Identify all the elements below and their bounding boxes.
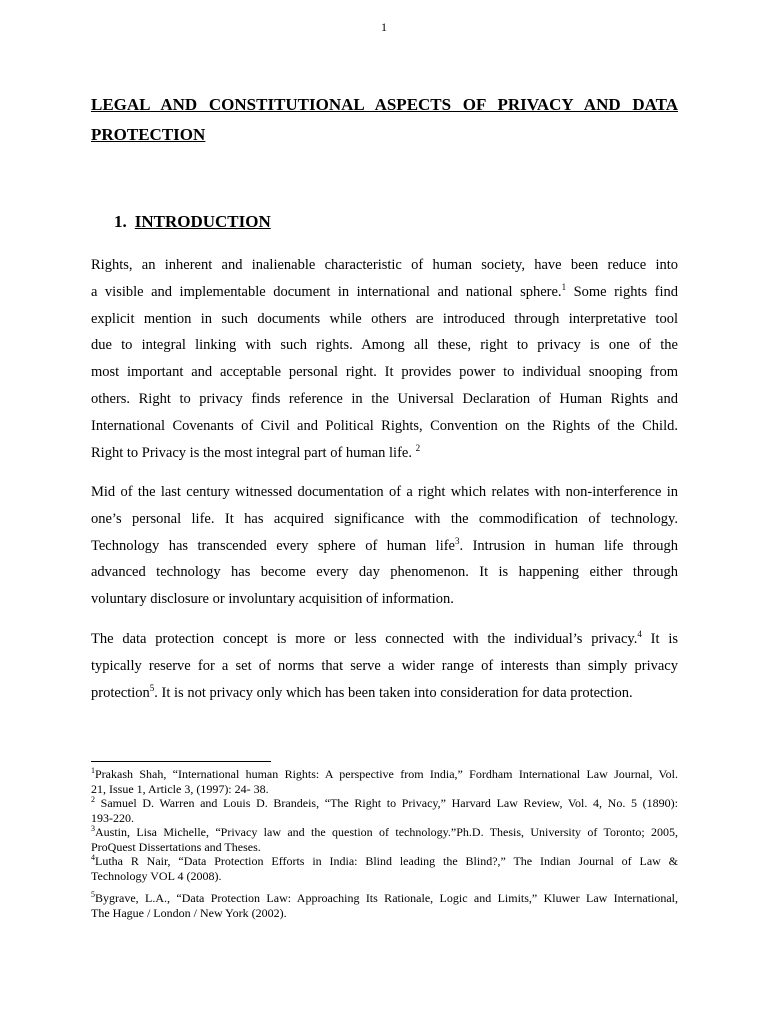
line-text-after-ref: . It is not privacy only which has been taken into consideration for data protection.: [154, 684, 633, 701]
paragraph-line: [91, 653, 678, 680]
footnote-ref[interactable]: 3: [455, 535, 460, 546]
line-text: The data protection concept is more or less connected with the individual’s privacy.: [91, 631, 638, 647]
line-text: Rights, an inherent and inalienable characteristic of human society, have been reduce into: [91, 257, 678, 273]
line-text: most important and acceptable personal right. It provides power to individual snooping from: [91, 364, 678, 381]
paragraph-line: [91, 506, 678, 533]
footnote-text: Prakash Shah, “International human Rights: A perspective from India,” Fordham International Law Journal, Vol.: [95, 767, 678, 781]
line-text: one’s personal life. It has acquired significance with the commodification of technology.: [91, 510, 678, 527]
footnote-mark: 4: [91, 853, 95, 862]
line-text-after-ref: . Intrusion in human life through: [459, 537, 678, 554]
line-text-after-ref: It is: [641, 631, 678, 647]
paragraph-line: [91, 626, 678, 653]
line-text: International Covenants of Civil and Political Rights, Convention on the Rights of the Child.: [91, 417, 678, 434]
line-text: a visible and implementable document in international and national sphere.: [91, 283, 562, 300]
paragraph-line: [91, 332, 678, 359]
line-text: Right to Privacy is the most integral part of human life.: [91, 444, 416, 461]
section-heading: [114, 210, 271, 234]
footnote-line: [91, 840, 678, 855]
paragraph-line: [91, 586, 678, 613]
document-title: [91, 90, 678, 150]
paragraph-1: [91, 252, 678, 466]
footnote-text: Lutha R Nair, “Data Protection Efforts in India: Blind leading the Blind?,” The Indian Journal of Law &: [95, 854, 678, 868]
footnote-text: 21, Issue 1, Article 3, (1997): 24- 38.: [91, 781, 269, 796]
line-text-after-ref: Some rights find: [566, 283, 678, 300]
footnote-mark: 3: [91, 824, 95, 833]
footnote-5: [91, 891, 678, 920]
line-text: advanced technology has become every day phenomenon. It is happening either through: [91, 564, 678, 581]
footnote-text: ProQuest Dissertations and Theses.: [91, 839, 261, 854]
footnote-3: [91, 825, 678, 854]
paragraph-line: [91, 559, 678, 586]
footnote-1: [91, 767, 678, 796]
footnotes: [91, 767, 678, 920]
section-number: 1.: [114, 212, 127, 231]
footnote-ref[interactable]: 4: [637, 629, 642, 640]
paragraph-line: [91, 533, 678, 560]
footnote-text: Bygrave, L.A., “Data Protection Law: Approaching Its Rationale, Logic and Limits,” Kluwer Law International,: [95, 891, 678, 905]
paragraph-2: [91, 479, 678, 613]
line-text: Technology has transcended every sphere of human life: [91, 537, 455, 554]
document-title-line-2-text: PROTECTION: [91, 125, 206, 144]
footnote-line: [91, 891, 678, 906]
footnote-ref[interactable]: 1: [561, 281, 567, 292]
footnote-mark: 1: [91, 766, 95, 775]
line-text: Mid of the last century witnessed documentation of a right which relates with non-interference in: [91, 484, 678, 500]
paragraph-line: [91, 252, 678, 279]
paragraph-line: [91, 386, 678, 413]
paragraph-line: [91, 413, 678, 440]
footnote-text: Austin, Lisa Michelle, “Privacy law and the question of technology.”Ph.D. Thesis, University of Toronto; 2005,: [95, 825, 678, 839]
footnote-mark: 5: [91, 890, 95, 899]
footnote-line: [91, 869, 678, 884]
document-title-line-1: LEGAL AND CONSTITUTIONAL ASPECTS OF PRIVACY AND DATA: [91, 95, 678, 114]
paragraph-line: [91, 306, 678, 333]
paragraph-line: [91, 479, 678, 506]
footnote-line: [91, 796, 678, 811]
paragraph-line: [91, 440, 678, 467]
footnote-text: The Hague / London / New York (2002).: [91, 905, 287, 920]
footnote-mark: 2: [91, 795, 95, 804]
footnote-text: 193-220.: [91, 810, 134, 825]
paragraph-line: [91, 359, 678, 386]
footnote-text: Samuel D. Warren and Louis D. Brandeis, “The Right to Privacy,” Harvard Law Review, Vol. 4, No. 5 (1890):: [95, 796, 678, 810]
footnote-separator: [91, 761, 271, 762]
footnote-ref[interactable]: 5: [149, 682, 155, 693]
line-text: voluntary disclosure or involuntary acquisition of information.: [91, 591, 454, 608]
footnote-line: [91, 825, 678, 840]
footnote-text: Technology VOL 4 (2008).: [91, 868, 222, 883]
paragraph-line: [91, 680, 678, 707]
paragraph-line: [91, 279, 678, 306]
footnote-line: [91, 811, 678, 826]
footnote-4: [91, 854, 678, 883]
line-text: typically reserve for a set of norms that serve a wider range of interests than simply privacy: [91, 657, 678, 674]
footnote-line: [91, 906, 678, 921]
footnote-ref[interactable]: 2: [415, 442, 421, 453]
footnote-line: [91, 854, 678, 869]
page-number: 1: [381, 20, 387, 34]
footnote-line: [91, 782, 678, 797]
footnote-2: [91, 796, 678, 825]
paragraph-3: [91, 626, 678, 706]
footnote-line: [91, 767, 678, 782]
line-text: others. Right to privacy finds reference in the Universal Declaration of Human Rights and: [91, 390, 678, 407]
line-text: due to integral linking with such rights. Among all these, right to privacy is one of the: [91, 337, 678, 354]
document-title-line-2: [91, 120, 678, 150]
section-title: INTRODUCTION: [134, 212, 271, 231]
line-text: explicit mention in such documents while others are introduced through interpretative tool: [91, 310, 678, 327]
line-text: protection: [91, 684, 150, 701]
